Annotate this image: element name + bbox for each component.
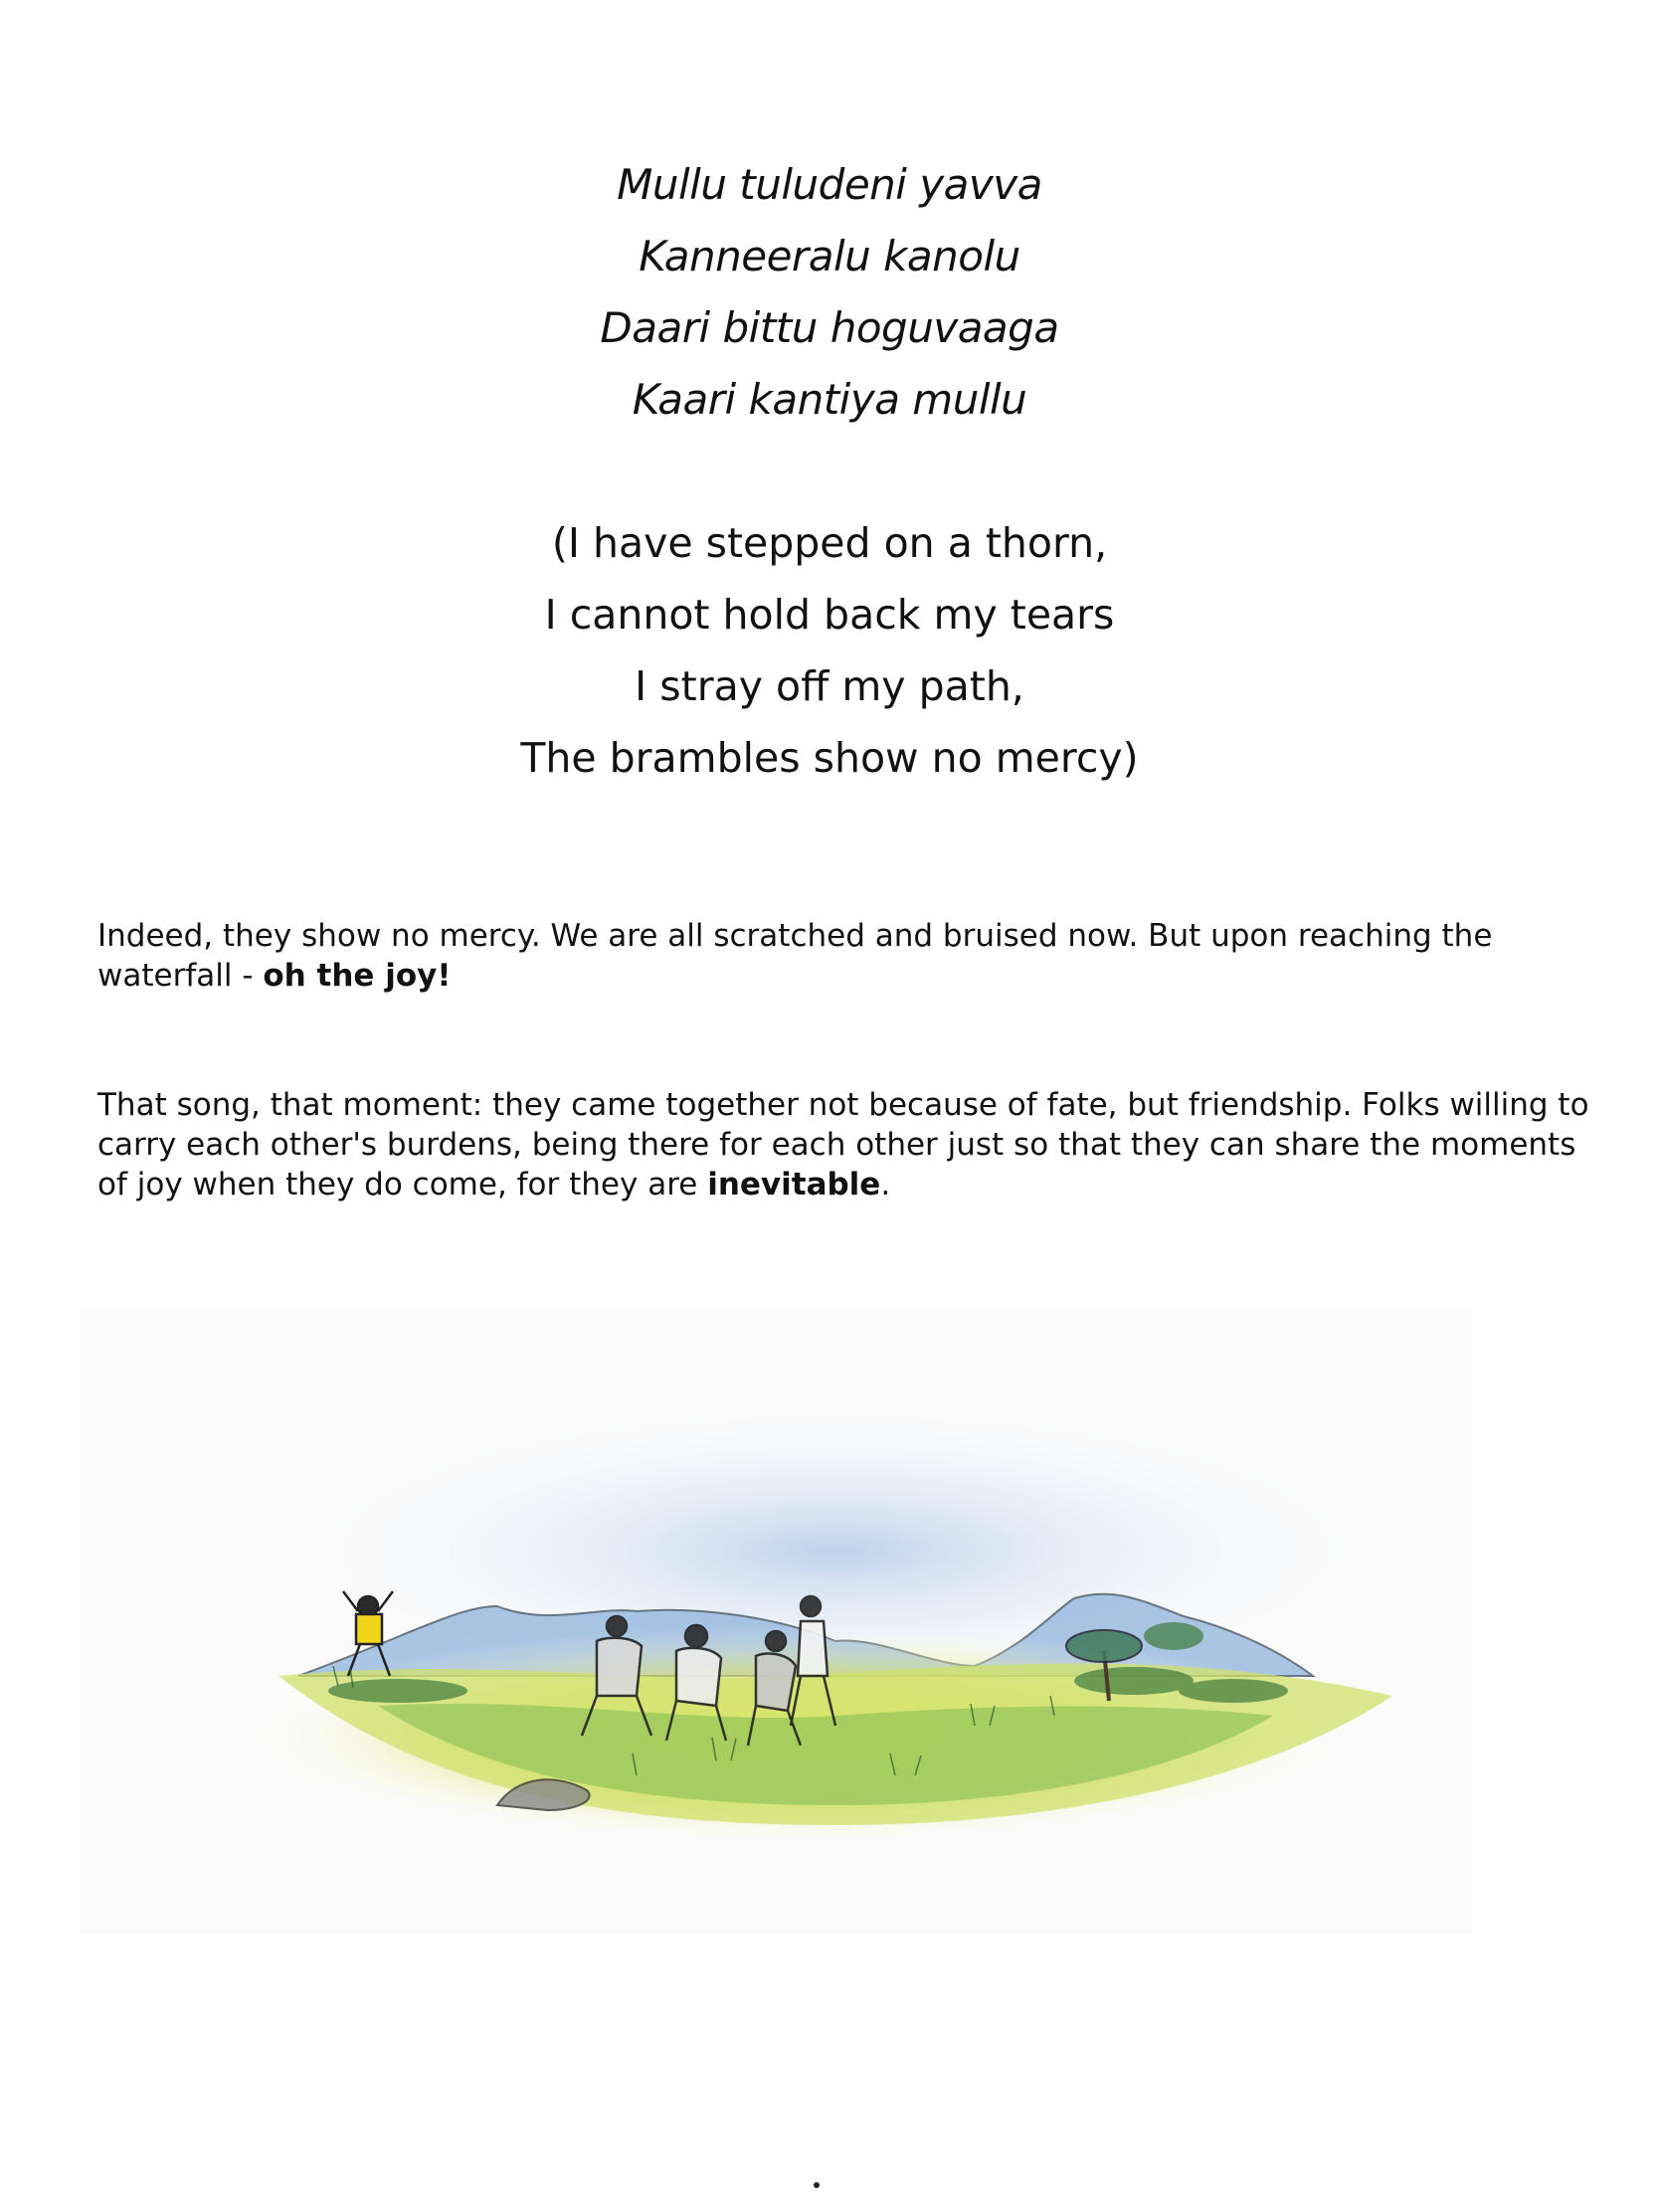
poem-line: Kanneeralu kanolu — [639, 232, 1020, 280]
translation-line: I stray off my path, — [635, 662, 1024, 710]
paragraph-end: . — [880, 1167, 891, 1202]
poem-line: Mullu tuludeni yavva — [617, 160, 1042, 209]
translation-line: The brambles show no mercy) — [520, 734, 1139, 782]
watercolor-landscape-friends-illustration-icon — [80, 1308, 1472, 1935]
paragraph-text: Indeed, they show no mercy. We are all scratched and bruised now. But upon reaching the waterfall - — [97, 918, 1493, 994]
paragraph-mercy — [97, 916, 1589, 996]
poem-translation — [0, 507, 1659, 794]
poem-kannada — [0, 149, 1659, 436]
paragraph-emphasis: inevitable — [707, 1167, 881, 1202]
page-marker-dot — [814, 2182, 820, 2188]
paragraph-friendship — [97, 1085, 1589, 1204]
paragraph-text: That song, that moment: they came together not because of fate, but friendship. Folks willing to carry each other's burdens, being there for each other just so that they can share the moments of joy when they do come, for they are — [97, 1087, 1589, 1202]
watercolor-landscape-illustration — [80, 1308, 1472, 1935]
poem-line: Kaari kantiya mullu — [632, 375, 1027, 424]
poem-line: Daari bittu hoguvaaga — [600, 303, 1059, 352]
translation-line: (I have stepped on a thorn, — [551, 519, 1108, 567]
paragraph-emphasis: oh the joy! — [263, 958, 452, 994]
translation-line: I cannot hold back my tears — [544, 591, 1115, 639]
